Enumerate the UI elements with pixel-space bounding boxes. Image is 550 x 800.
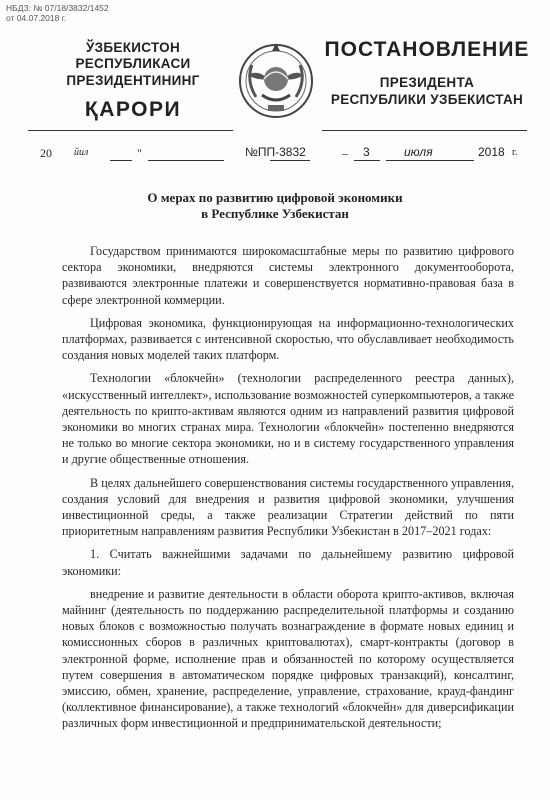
date-dash: – (342, 146, 348, 160)
header-russian-line-2: ПРЕЗИДЕНТА (379, 75, 475, 90)
paragraph-5: 1. Считать важнейшими задачами по дальнейшему развитию цифровой экономики: (62, 547, 514, 578)
header-left-rule (28, 130, 233, 131)
header-right-rule (322, 130, 527, 131)
date-year: 2018 (478, 145, 505, 159)
paragraph-3: Технологии «блокчейн» (технологии распределенного реестра данных), «искусственный интеллект», использование возможностей суперкомпьютеров, а также деятельность по крипто-активам являются одним из направлений развития цифровой экономики во многих странах мира. Технологии «блокчейн» постепенно внедряются не только во многие сектора экономики, но и в систему государственного управления и другие общественные отношения. (62, 371, 514, 467)
header-uzbek-line-3: ҚАРОРИ (84, 98, 182, 121)
dateline (0, 146, 550, 166)
year-prefix: 20 (40, 146, 52, 160)
title-line-2: в Республике Узбекистан (201, 206, 349, 221)
date-month: июля (404, 145, 433, 159)
header-uzbek (28, 40, 238, 122)
document-number: №ПП-3832 (245, 145, 306, 159)
paragraph-4: В целях дальнейшего совершенствования системы государственного управления, создания условий для внедрения и развития цифровой экономики, улучшения инвестиционной среды, а также реализации Стратегии действий по пяти приоритетным направлениям развития Республики Узбекистан в 2017–2021 годах: (62, 475, 514, 539)
paragraph-6: внедрение и развитие деятельности в области оборота крипто-активов, включая майнинг (деятельность по поддержанию распределительной платформы и созданию новых блоков с возможностью получать вознаграждение в формате новых единиц и комиссионных сборов в различных криптовалютах), смарт-контракты (договор в электронной форме, исполнение прав и обязанностей по которому осуществляется путем совершения в автоматическом порядке цифровых транзакций), консалтинг, эмиссию, обмен, хранение, распределение, управление, страхование, крауд-фандинг (коллективное финансирование), а также технологий «блокчейн» для диверсификации различных форм инвестиционной и предпринимательской деятельности; (62, 586, 514, 731)
date-day: 3 (363, 145, 370, 159)
document-title (100, 190, 450, 222)
header-uzbek-line-1: ЎЗБЕКИСТОН РЕСПУБЛИКАСИ (75, 40, 191, 71)
title-line-1: О мерах по развитию цифровой экономики (147, 190, 403, 205)
yil-label: йил (74, 147, 89, 158)
header-russian-line-1: ПОСТАНОВЛЕНИЕ (324, 38, 530, 61)
stamp-line-1: НБДЗ: № 07/18/3832/1452 (6, 3, 109, 13)
stamp-line-2: от 04.07.2018 г. (6, 13, 67, 23)
year-suffix: г. (512, 147, 518, 158)
document-body (62, 243, 514, 739)
registration-stamp (6, 3, 109, 23)
header-uzbek-line-2: ПРЕЗИДЕНТИНИНГ (66, 73, 200, 88)
header-russian (322, 38, 532, 108)
paragraph-2: Цифровая экономика, функционирующая на информационно-технологических платформах, развивается с интенсивной скоростью, что обуславливает необходимость создания новых моделей таких платформ. (62, 315, 514, 363)
header-russian-line-3: РЕСПУБЛИКИ УЗБЕКИСТАН (330, 92, 524, 107)
state-emblem-icon (232, 35, 320, 123)
paragraph-1: Государством принимаются широкомасштабные меры по развитию цифрового сектора экономики, внедряются системы электронного документооборота, развиваются электронные платежи и совершенствуется нормативно-правовая база в сфере электронной коммерции. (62, 244, 514, 307)
quote-mark: " (137, 146, 142, 160)
